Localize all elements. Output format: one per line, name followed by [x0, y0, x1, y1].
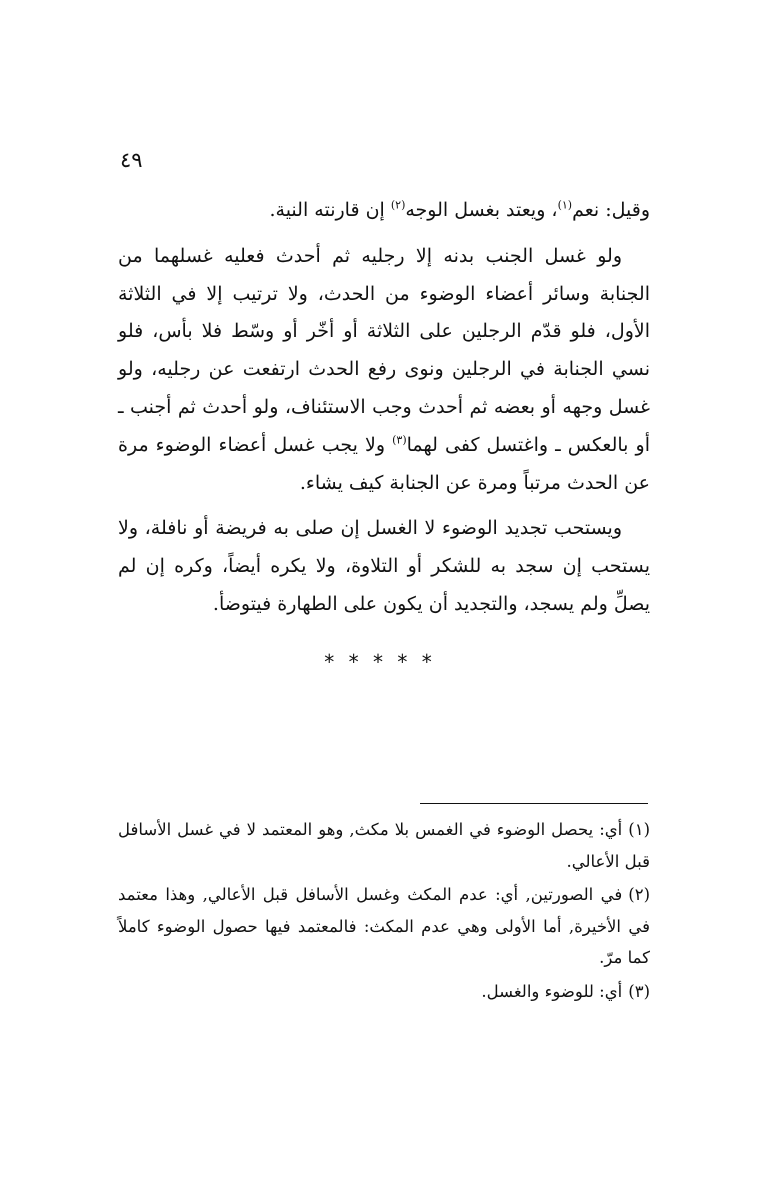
- footnote-1-marker: (١): [628, 820, 650, 839]
- paragraph-2: [118, 238, 650, 503]
- footnote-1-text: أي: يحصل الوضوء في الغمس بلا مكث, وهو المعتمد لا في غسل الأسافل قبل الأعالي.: [118, 820, 650, 871]
- footnote-2-marker: (٢): [628, 885, 650, 904]
- footnote-3: [118, 976, 650, 1008]
- footnote-ref-1: (١): [557, 198, 573, 212]
- main-text: [118, 192, 650, 632]
- footnote-2: [118, 879, 650, 974]
- footnotes: [118, 814, 650, 1009]
- paragraph-3: ويستحب تجديد الوضوء لا الغسل إن صلى به فريضة أو نافلة، ولا يستحب إن سجد به للشكر أو التلاوة، ولا يكره أيضاً، وكره إن لم يصلِّ ولم يسجد، والتجديد أن يكون على الطهارة فيتوضأ.: [118, 517, 650, 615]
- paragraph-1-text-a: وقيل: نعم: [572, 199, 650, 221]
- section-separator: * * * * *: [324, 650, 436, 674]
- paragraph-1-text-b: ، ويعتد بغسل الوجه: [405, 199, 558, 221]
- paragraph-1-text-c: إن قارنته النية.: [269, 199, 391, 221]
- page-number: ٤٩: [120, 148, 143, 172]
- paragraph-1: [118, 192, 650, 230]
- paragraph-2-text-b: ولا يجب غسل أعضاء الوضوء مرة عن الحدث مرتباً ومرة عن الجنابة كيف يشاء.: [118, 433, 650, 494]
- footnote-1: [118, 814, 650, 877]
- footnote-3-marker: (٣): [628, 981, 650, 1001]
- footnote-ref-3: (٣): [392, 433, 407, 447]
- footnote-3-text: أي: للوضوء والغسل.: [481, 981, 623, 1001]
- footnote-divider: [420, 803, 648, 804]
- footnote-ref-2: (٢): [390, 198, 406, 212]
- footnote-2-text: في الصورتين, أي: عدم المكث وغسل الأسافل قبل الأعالي, وهذا معتمد في الأخيرة, أما الأولى وهي عدم المكث: فالمعتمد فيها حصول الوضوء كاملاً كما مرّ.: [118, 885, 650, 967]
- paragraph-2-text-a: ولو غسل الجنب بدنه إلا رجليه ثم أحدث فعليه غسلهما من الجنابة وسائر أعضاء الوضوء من الحدث، ولا ترتيب إلا في الثلاثة الأول، فلو قدّم الرجلين على الثلاثة أو أخّر أو وسّط فلا بأس، فلو نسي الجنابة في الرجلين ونوى رفع الحدث ارتفعت عن رجليه، ولو غسل وجهه أو بعضه ثم أحدث وجب الاستئناف، ولو أحدث ثم أجنب ـ أو بالعكس ـ واغتسل كفى لهما: [118, 244, 650, 456]
